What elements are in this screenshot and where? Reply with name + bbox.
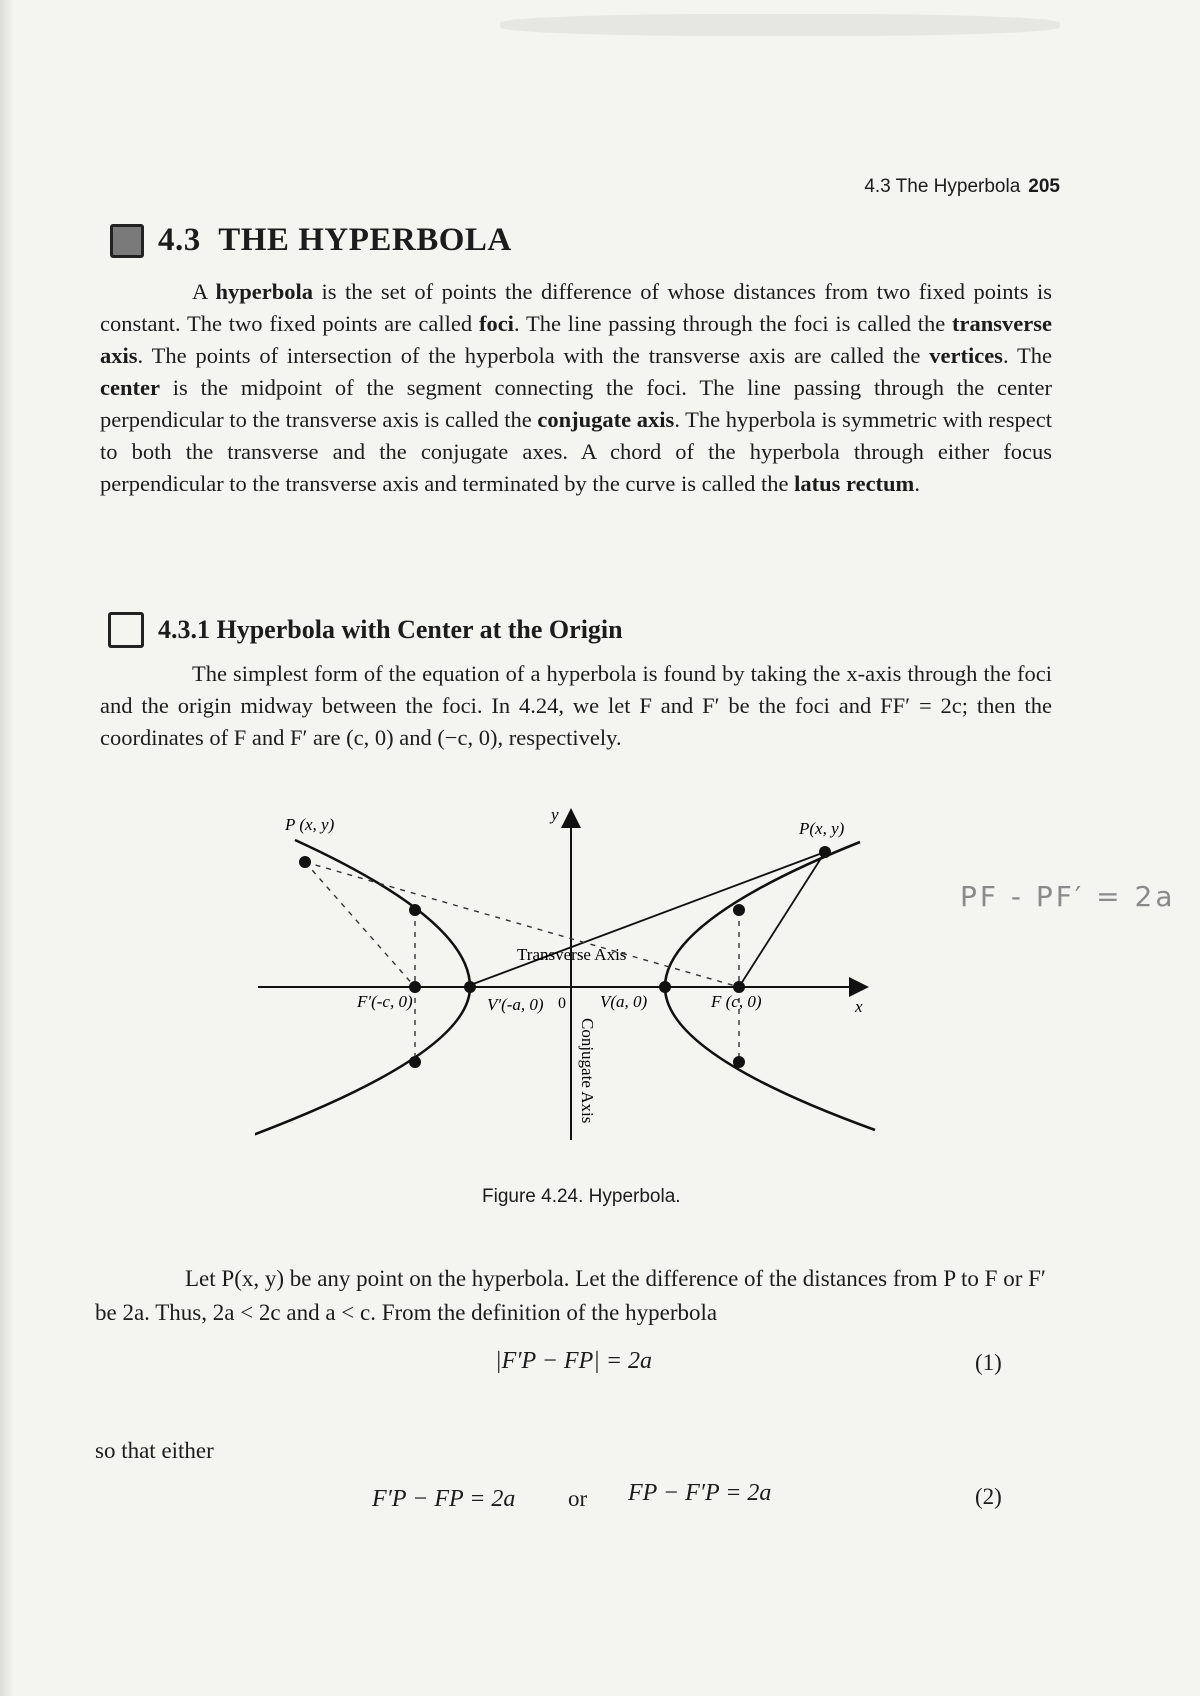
section-title [110, 222, 512, 259]
vertex-vprime-point [464, 981, 476, 993]
section-number: 4.3 [158, 222, 201, 258]
equation-2-right: FP − F′P = 2a [628, 1480, 772, 1506]
label-p-right: P(x, y) [799, 819, 845, 838]
handwritten-margin-note: PF - PF′ = 2a [960, 880, 1176, 913]
label-f: F (c, 0) [711, 992, 762, 1011]
line-f-to-p [739, 852, 825, 987]
section-marker-icon [110, 224, 144, 258]
label-x-axis: x [855, 997, 863, 1016]
label-conjugate-axis: Conjugate Axis [578, 1018, 597, 1124]
figure-caption: Figure 4.24. Hyperbola. [482, 1186, 681, 1207]
equation-2-left: F′P − FP = 2a [372, 1486, 516, 1512]
section-heading: THE HYPERBOLA [218, 222, 512, 258]
derivation-text: Let P(x, y) be any point on the hyperbola. Let the difference of the distances from P to F or F′ be 2a. Thus, 2a < 2c and a < c. From the definition of the hyperbola [95, 1266, 1046, 1325]
label-v-prime: V′(-a, 0) [487, 995, 544, 1014]
dashed-p-left-to-fprime [305, 862, 415, 987]
subsection-marker-icon [108, 612, 144, 648]
equation-2-or: or [568, 1486, 588, 1511]
subsection-title [108, 612, 623, 648]
dashed-p-left-to-f [305, 862, 739, 987]
label-v: V(a, 0) [600, 992, 648, 1011]
equation-2-number: (2) [975, 1484, 1002, 1509]
label-y-axis: y [551, 805, 559, 824]
subsection-text: The simplest form of the equation of a hyperbola is found by taking the x-axis through the foci and the origin midway between the foci. In 4.24, we let F and F′ be the foci and FF′ = 2c; then the coordinates of F and F′ are (c, 0) and (−c, 0), respectively. [100, 661, 1052, 750]
intro-text: A hyperbola is the set of points the difference of whose distances from two fixed points is constant. The two fixed points are called foci. The line passing through the foci is called the transverse axis. The points of intersection of the hyperbola with the transverse axis are called the vertices. The center is the midpoint of the segment connecting the foci. The line passing through the center perpendicular to the transverse axis is called the conjugate axis. The hyperbola is symmetric with respect to both the transverse and the conjugate axes. A chord of the hyperbola through either focus perpendicular to the transverse axis and terminated by the curve is called the latus rectum. [100, 279, 1053, 496]
left-branch [255, 840, 470, 1138]
scan-smudge [500, 14, 1060, 36]
label-p-left: P (x, y) [285, 815, 335, 834]
latus-point [409, 904, 421, 916]
equation-1: |F′P − FP| = 2a [495, 1348, 653, 1374]
subsection-heading: Hyperbola with Center at the Origin [216, 615, 623, 644]
hyperbola-figure [255, 800, 895, 1160]
subsection-paragraph [100, 658, 1052, 754]
point-p-left [299, 856, 311, 868]
label-transverse-axis: Transverse Axis [517, 945, 627, 964]
intro-paragraph [100, 276, 1052, 500]
subsection-number: 4.3.1 [158, 615, 210, 644]
derivation-paragraph [95, 1262, 1055, 1330]
vertex-v-point [659, 981, 671, 993]
point-p-right [819, 846, 831, 858]
running-header-section: 4.3 The Hyperbola [864, 176, 1021, 197]
page-number: 205 [1028, 176, 1060, 197]
latus-point [733, 1056, 745, 1068]
running-header [864, 176, 1060, 198]
page-edge [0, 0, 14, 1696]
line-fprime-to-p [465, 852, 825, 987]
latus-point [409, 1056, 421, 1068]
label-origin: 0 [558, 995, 566, 1012]
equation-1-number: (1) [975, 1350, 1002, 1375]
label-f-prime: F′(-c, 0) [357, 992, 413, 1011]
latus-point [733, 904, 745, 916]
either-text: so that either [95, 1438, 214, 1463]
